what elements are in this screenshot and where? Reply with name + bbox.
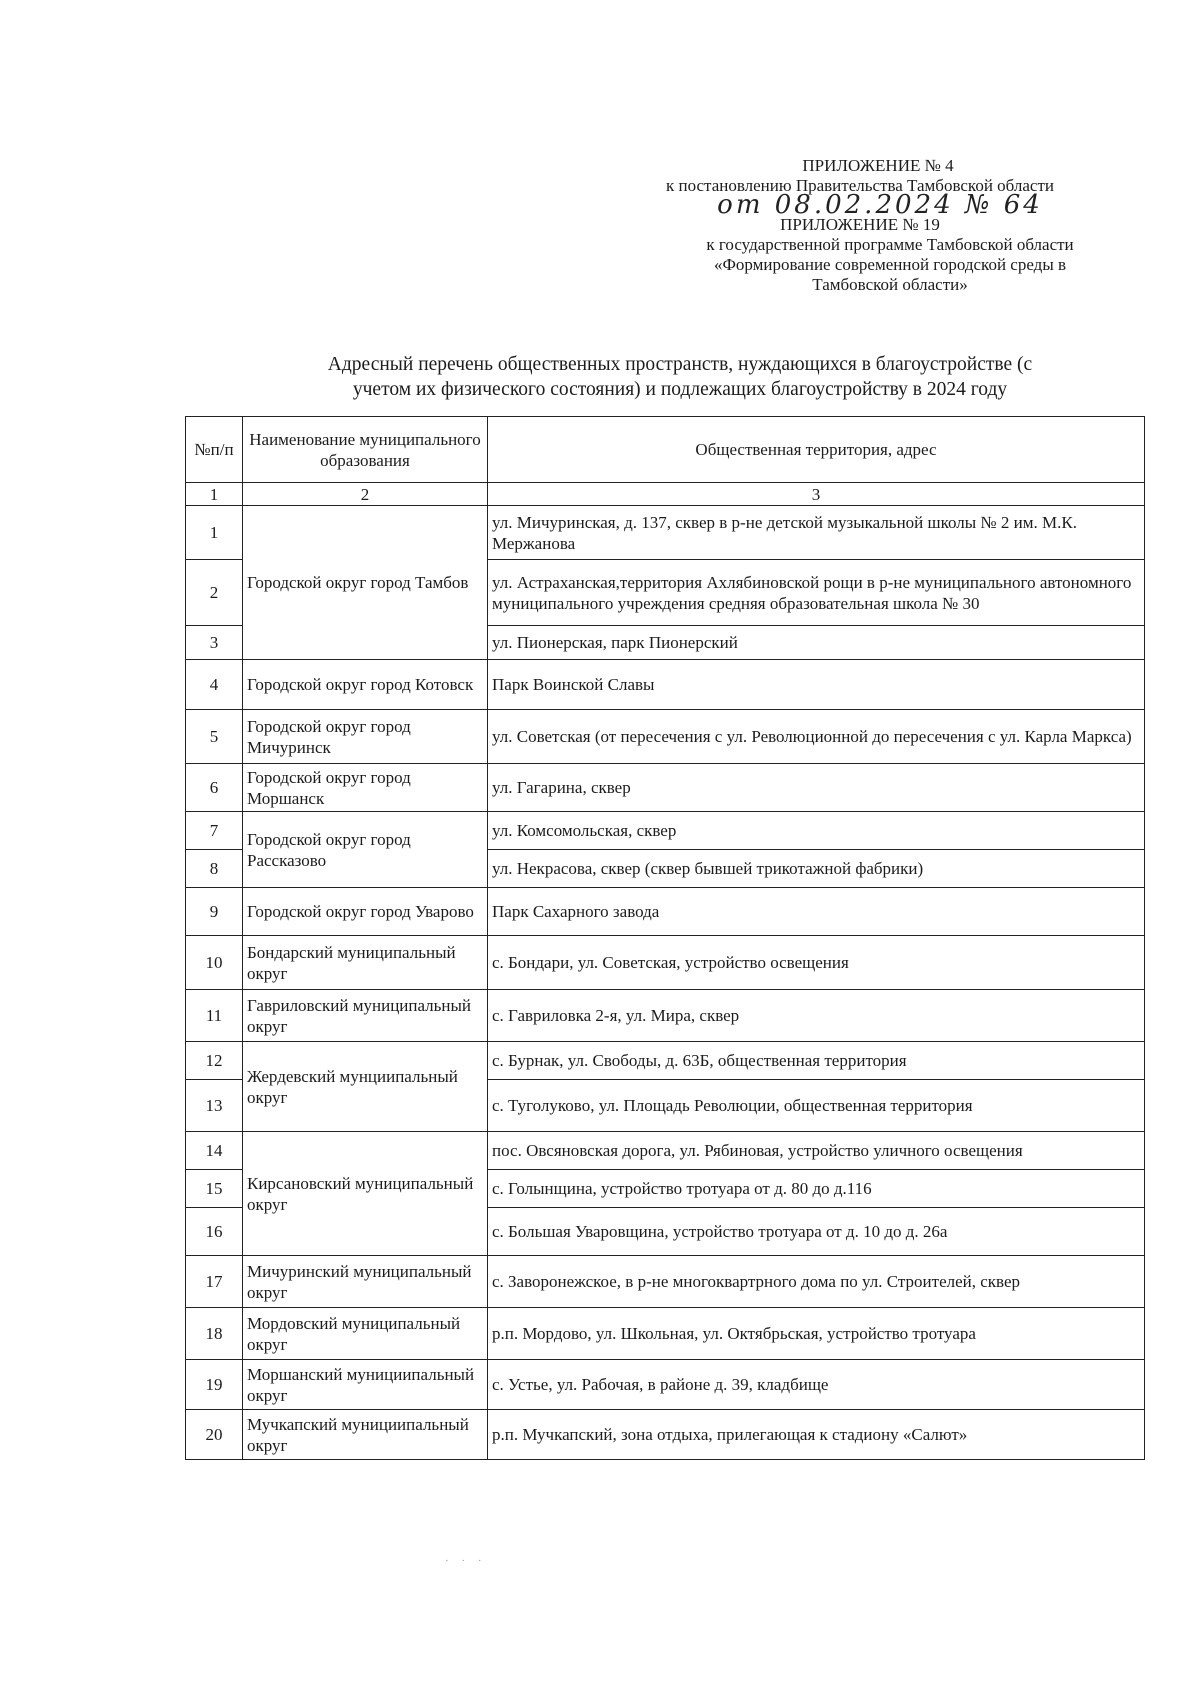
- address-cell: ул. Некрасова, сквер (сквер бывшей трикотажной фабрики): [488, 850, 1145, 888]
- table-row: [186, 812, 1145, 850]
- municipality-cell: Кирсановский муниципальный округ: [243, 1132, 488, 1256]
- municipality-cell: Городской округ город Рассказово: [243, 812, 488, 888]
- municipality-cell: Жердевский мунциипальный округ: [243, 1042, 488, 1132]
- row-number: 8: [186, 850, 243, 888]
- table-header-row: [186, 417, 1145, 483]
- row-number: 11: [186, 990, 243, 1042]
- address-cell: с. Заворонежское, в р-не многоквартрного дома по ул. Строителей, сквер: [488, 1256, 1145, 1308]
- row-number: 2: [186, 560, 243, 626]
- col-index-2: 2: [243, 483, 488, 506]
- program-line-1: к государственной программе Тамбовской области: [706, 235, 1074, 254]
- table-row: [186, 1308, 1145, 1360]
- appendix-19-label: ПРИЛОЖЕНИЕ № 19: [780, 215, 940, 234]
- municipality-cell: Бондарский муниципальный округ: [243, 936, 488, 990]
- address-cell: ул. Пионерская, парк Пионерский: [488, 626, 1145, 660]
- row-number: 1: [186, 506, 243, 560]
- row-number: 13: [186, 1080, 243, 1132]
- address-cell: с. Бондари, ул. Советская, устройство освещения: [488, 936, 1145, 990]
- row-number: 12: [186, 1042, 243, 1080]
- address-cell: Парк Воинской Славы: [488, 660, 1145, 710]
- municipality-cell: Городской округ город Котовск: [243, 660, 488, 710]
- header-address: Общественная территория, адрес: [488, 417, 1145, 483]
- address-cell: р.п. Мордово, ул. Школьная, ул. Октябрьская, устройство тротуара: [488, 1308, 1145, 1360]
- col-index-1: 1: [186, 483, 243, 506]
- header-municipality: Наименование муниципального образования: [243, 417, 488, 483]
- row-number: 5: [186, 710, 243, 764]
- municipality-cell: Гавриловский муниципальный округ: [243, 990, 488, 1042]
- program-line-3: Тамбовской области»: [812, 275, 968, 294]
- table-row: [186, 1410, 1145, 1460]
- row-number: 3: [186, 626, 243, 660]
- scan-specks: · · ·: [445, 1555, 487, 1567]
- table-row: [186, 936, 1145, 990]
- public-spaces-table: [185, 416, 1145, 1460]
- address-cell: с. Бурнак, ул. Свободы, д. 63Б, общественная территория: [488, 1042, 1145, 1080]
- address-cell: ул. Астраханская,территория Ахлябиновской рощи в р-не муниципального автономного муниципального учреждения средняя образовательная школа № 30: [488, 560, 1145, 626]
- title-line-1: Адресный перечень общественных пространств, нуждающихся в благоустройстве (с: [327, 354, 1033, 375]
- table-row: [186, 888, 1145, 936]
- row-number: 18: [186, 1308, 243, 1360]
- address-cell: ул. Мичуринская, д. 137, сквер в р-не детской музыкальной школы № 2 им. М.К. Мержанова: [488, 506, 1145, 560]
- table-row: [186, 1360, 1145, 1410]
- row-number: 20: [186, 1410, 243, 1460]
- address-cell: ул. Советская (от пересечения с ул. Революционной до пересечения с ул. Карла Маркса): [488, 710, 1145, 764]
- handwritten-date-number: от 08.02.2024 № 64: [717, 190, 1043, 220]
- municipality-cell: Мучкапский мунициипальный округ: [243, 1410, 488, 1460]
- address-cell: с. Голынщина, устройство тротуара от д. 80 до д.116: [488, 1170, 1145, 1208]
- column-index-row: [186, 483, 1145, 506]
- appendix-header: [560, 156, 1160, 295]
- municipality-cell: Моршанский мунициипальный округ: [243, 1360, 488, 1410]
- row-number: 9: [186, 888, 243, 936]
- appendix-4-label: ПРИЛОЖЕНИЕ № 4: [802, 156, 954, 175]
- address-cell: ул. Комсомольская, сквер: [488, 812, 1145, 850]
- col-index-3: 3: [488, 483, 1145, 506]
- municipality-cell: Городской округ город Уварово: [243, 888, 488, 936]
- address-cell: пос. Овсяновская дорога, ул. Рябиновая, устройство уличного освещения: [488, 1132, 1145, 1170]
- table-row: [186, 506, 1145, 560]
- resolution-reference: к постановлению Правительства Тамбовской области: [665, 176, 1055, 195]
- document-title: [240, 352, 1120, 402]
- row-number: 4: [186, 660, 243, 710]
- address-cell: Парк Сахарного завода: [488, 888, 1145, 936]
- address-cell: с. Гавриловка 2-я, ул. Мира, сквер: [488, 990, 1145, 1042]
- program-line-2: «Формирование современной городской среды в: [713, 255, 1067, 274]
- row-number: 6: [186, 764, 243, 812]
- title-line-2: учетом их физического состояния) и подлежащих благоустройству в 2024 году: [352, 379, 1008, 400]
- address-cell: с. Туголуково, ул. Площадь Революции, общественная территория: [488, 1080, 1145, 1132]
- address-cell: с. Большая Уваровщина, устройство тротуара от д. 10 до д. 26а: [488, 1208, 1145, 1256]
- table-row: [186, 660, 1145, 710]
- row-number: 14: [186, 1132, 243, 1170]
- table-row: [186, 990, 1145, 1042]
- row-number: 10: [186, 936, 243, 990]
- municipality-cell: Городской округ город Моршанск: [243, 764, 488, 812]
- table-row: [186, 1256, 1145, 1308]
- row-number: 17: [186, 1256, 243, 1308]
- municipality-cell: Мичуринский муниципальный округ: [243, 1256, 488, 1308]
- municipality-cell: Городской округ город Мичуринск: [243, 710, 488, 764]
- table-body: [186, 506, 1145, 1460]
- address-cell: р.п. Мучкапский, зона отдыха, прилегающая к стадиону «Салют»: [488, 1410, 1145, 1460]
- table-row: [186, 764, 1145, 812]
- row-number: 15: [186, 1170, 243, 1208]
- municipality-cell: Городской округ город Тамбов: [243, 506, 488, 660]
- municipality-cell: Мордовский муниципальный округ: [243, 1308, 488, 1360]
- address-cell: ул. Гагарина, сквер: [488, 764, 1145, 812]
- table-row: [186, 1132, 1145, 1170]
- row-number: 7: [186, 812, 243, 850]
- table-row: [186, 1042, 1145, 1080]
- address-cell: с. Устье, ул. Рабочая, в районе д. 39, кладбище: [488, 1360, 1145, 1410]
- row-number: 16: [186, 1208, 243, 1256]
- header-num: №п/п: [186, 417, 243, 483]
- row-number: 19: [186, 1360, 243, 1410]
- table-row: [186, 710, 1145, 764]
